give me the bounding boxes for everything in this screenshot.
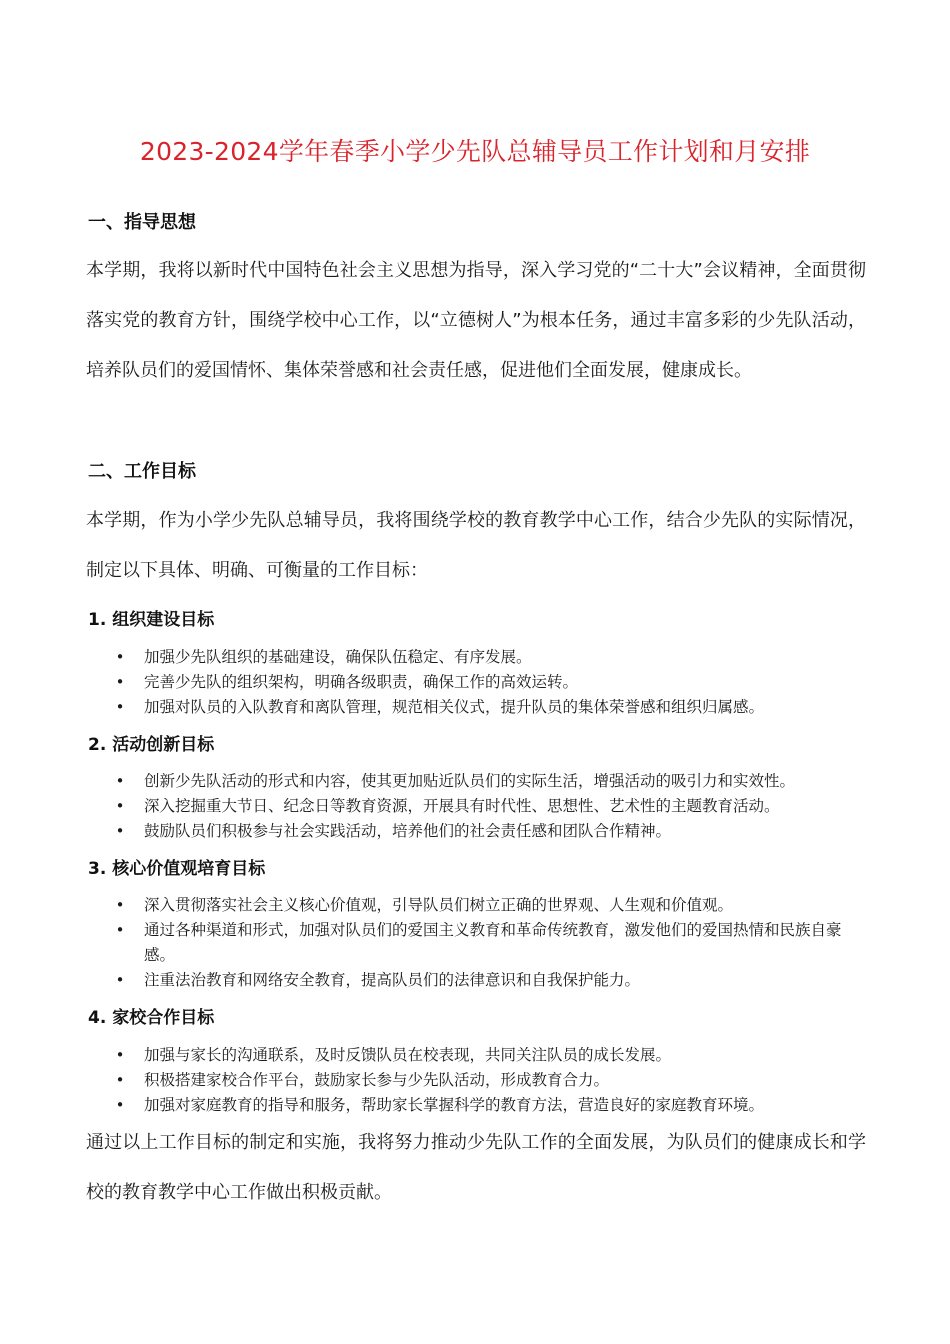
list-item-text: 加强少先队组织的基础建设，确保队伍稳定、有序发展。 (144, 648, 532, 666)
list-item (112, 670, 868, 695)
bullet-icon: • (115, 1096, 125, 1114)
list-item-text: 深入贯彻落实社会主义核心价值观，引导队员们树立正确的世界观、人生观和价值观。 (144, 896, 734, 914)
list-item (112, 1093, 868, 1118)
goal-heading-organization: 1. 组织建设目标 (88, 610, 215, 630)
list-item (112, 918, 868, 968)
bullet-icon: • (115, 648, 125, 666)
bullet-icon: • (115, 698, 125, 716)
list-item-text: 通过各种渠道和形式，加强对队员们的爱国主义教育和革命传统教育，激发他们的爱国热情和民族自豪感。 (144, 921, 842, 964)
bullet-icon: • (115, 1071, 125, 1089)
list-item (112, 968, 868, 993)
goal-heading-home-school: 4. 家校合作目标 (88, 1008, 215, 1028)
list-item (112, 819, 868, 844)
list-item-text: 加强对队员的入队教育和离队管理，规范相关仪式，提升队员的集体荣誉感和组织归属感。 (144, 698, 765, 716)
list-item (112, 893, 868, 918)
section-heading-guiding-ideology: 一、指导思想 (88, 212, 196, 233)
list-item (112, 794, 868, 819)
list-item-text: 创新少先队活动的形式和内容，使其更加贴近队员们的实际生活，增强活动的吸引力和实效性。 (144, 772, 796, 790)
closing-paragraph: 通过以上工作目标的制定和实施，我将努力推动少先队工作的全面发展，为队员们的健康成长和学校的教育教学中心工作做出积极贡献。 (86, 1132, 866, 1203)
bullet-icon: • (115, 971, 125, 989)
list-item-text: 加强与家长的沟通联系，及时反馈队员在校表现，共同关注队员的成长发展。 (144, 1046, 672, 1064)
bullet-icon: • (115, 921, 125, 939)
goal-heading-activity-innovation: 2. 活动创新目标 (88, 735, 215, 755)
goal-heading-core-values: 3. 核心价值观培育目标 (88, 859, 266, 879)
list-item (112, 1043, 868, 1068)
goal-list-home-school (112, 1043, 868, 1118)
list-item (112, 645, 868, 670)
bullet-icon: • (115, 822, 125, 840)
bullet-icon: • (115, 673, 125, 691)
document-title: 2023-2024学年春季小学少先队总辅导员工作计划和月安排 (139, 137, 811, 166)
list-item (112, 769, 868, 794)
work-goals-intro-paragraph: 本学期，作为小学少先队总辅导员，我将围绕学校的教育教学中心工作，结合少先队的实际情况，制定以下具体、明确、可衡量的工作目标： (86, 510, 866, 581)
bullet-icon: • (115, 797, 125, 815)
bullet-icon: • (115, 1046, 125, 1064)
goal-list-activity-innovation (112, 769, 868, 844)
list-item-text: 注重法治教育和网络安全教育，提高队员们的法律意识和自我保护能力。 (144, 971, 641, 989)
list-item-text: 完善少先队的组织架构，明确各级职责，确保工作的高效运转。 (144, 673, 579, 691)
goal-list-core-values (112, 893, 868, 993)
guiding-ideology-paragraph: 本学期，我将以新时代中国特色社会主义思想为指导，深入学习党的“二十大”会议精神，全面贯彻落实党的教育方针，围绕学校中心工作，以“立德树人”为根本任务，通过丰富多彩的少先队活动，培养队员们的爱国情怀、集体荣誉感和社会责任感，促进他们全面发展，健康成长。 (86, 260, 866, 381)
list-item (112, 695, 868, 720)
list-item (112, 1068, 868, 1093)
list-item-text: 积极搭建家校合作平台，鼓励家长参与少先队活动，形成教育合力。 (144, 1071, 610, 1089)
goal-list-organization (112, 645, 868, 720)
list-item-text: 加强对家庭教育的指导和服务，帮助家长掌握科学的教育方法，营造良好的家庭教育环境。 (144, 1096, 765, 1114)
bullet-icon: • (115, 772, 125, 790)
bullet-icon: • (115, 896, 125, 914)
list-item-text: 深入挖掘重大节日、纪念日等教育资源，开展具有时代性、思想性、艺术性的主题教育活动。 (144, 797, 780, 815)
list-item-text: 鼓励队员们积极参与社会实践活动，培养他们的社会责任感和团队合作精神。 (144, 822, 672, 840)
section-heading-work-goals: 二、工作目标 (88, 461, 196, 482)
